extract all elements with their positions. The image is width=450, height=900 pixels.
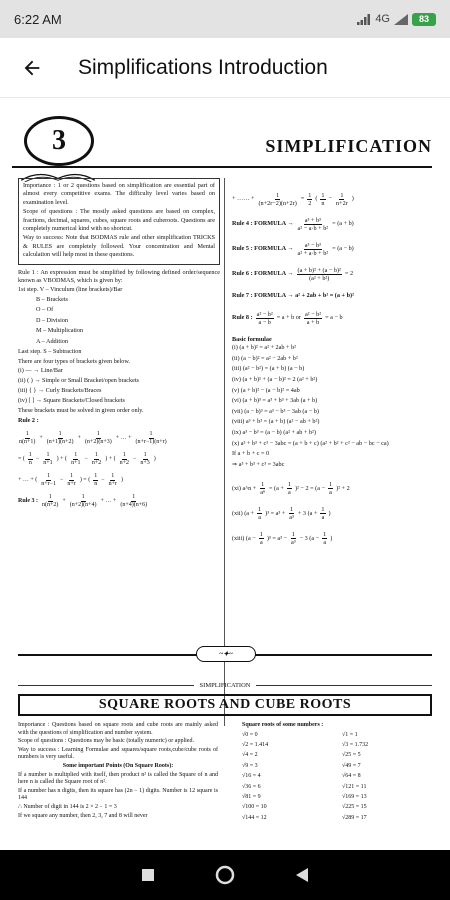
list-item: (iv) (a + b)² + (a − b)² = 2 (a² + b²) — [232, 375, 318, 383]
formula-row: + …… + $\frac{1}{(n+2r-2)(n+2r)}$ = $\frac{1}{2}$ ( $\frac{1}{n}$ − $\frac{1}{n+2r}$ ) — [232, 192, 354, 207]
last-step: Last step. S – Subtraction — [18, 348, 82, 356]
sqrt-table — [242, 722, 434, 825]
rule8: Rule 8 : $\frac{\text{a² − b²}}{a - b}$ = a + b or $\frac{\text{a² − b²}}{a + b}$ = a − b — [232, 310, 343, 326]
importance-text: Importance : 1 or 2 questions based on simplification are essential part of almost every competitive exams. The difficulty level varies based on examination level. — [23, 182, 215, 206]
list-item: D – Division — [36, 316, 68, 324]
sqrt-cell: √225 = 15 — [342, 804, 367, 811]
rule1-text: Rule 1 : An expression must be simplified by following defined order/sequence known as VBODMAS, which is given by: — [18, 268, 220, 285]
scope-text: Scope of questions : The mostly asked questions are based on complex, fractions, decimal, squares, cubes, square roots and cuberoots. Questions are completely numerical kind with no shortcut. — [23, 208, 215, 233]
document-page[interactable] — [0, 98, 450, 850]
sqrt-cell: √16 = 4 — [242, 773, 261, 780]
list-item: (i) (a + b)² = a² + 2ab + b² — [232, 344, 297, 352]
basic-formulae-list — [232, 344, 436, 471]
list-item: (vii) (a − b)³ = a³ − b³ − 3ab (a − b) — [232, 407, 319, 415]
paragraph: Way to success : Learning Formulae and squares/square roots,cube/cube roots of numbers is very useful. — [18, 746, 218, 761]
rule5: Rule 5 : FORMULA → $\frac{\text{a³ − b³}}{\text{a² + a·b + b²}}$ = (a − b) — [232, 242, 354, 257]
list-item: If a + b + c = 0 — [232, 450, 270, 458]
app-bar — [0, 38, 450, 98]
importance-box — [18, 178, 220, 265]
list-item: (v) (a + b)² − (a − b)² = 4ab — [232, 386, 300, 394]
sqrt-cell: √121 = 11 — [342, 783, 367, 790]
sqrt-cell: √25 = 5 — [342, 752, 361, 759]
section-title: SQUARE ROOTS AND CUBE ROOTS — [18, 694, 432, 716]
chapter-title: SIMPLIFICATION — [265, 136, 432, 156]
running-header-label: SIMPLIFICATION — [199, 682, 251, 689]
paragraph: Importance : Questions based on square roots and cube roots are mainly asked with the questions of simplification and number system. — [18, 722, 218, 736]
formula-row: (xiii) (a − $\frac{1}{a}$ )³ = a³ − $\frac{1}{\text{a³}}$ − 3 (a − $\frac{1}{a}$ ) — [232, 531, 333, 547]
recents-button[interactable] — [128, 855, 168, 895]
sqrt-intro-column — [18, 722, 218, 821]
sqrt-cell: √3 = 1.732 — [342, 741, 369, 748]
list-item: (x) a³ + b³ + c³ − 3abc = (a + b + c) (a² + b² + c² − ab − bc − ca) — [232, 439, 389, 447]
right-column — [232, 182, 436, 556]
vbodmas-list — [18, 296, 220, 349]
signal-strength-icon — [394, 14, 408, 25]
brackets-note: These brackets must be solved in given order only. — [18, 407, 144, 415]
chapter-number: 3 — [24, 116, 94, 166]
rule2-label: Rule 2 : — [18, 416, 39, 424]
signal-icon — [357, 14, 371, 25]
paragraph: Scope of questions : Questions may be basic (totally numeric) or applied. — [18, 738, 194, 745]
sqrt-cell: √36 = 6 — [242, 783, 261, 790]
home-icon — [215, 865, 235, 885]
paragraph: If a number has n digits, then its square has (2n − 1) digits. Number is 12 square is 144 — [18, 787, 218, 802]
sqrt-cell: √289 = 17 — [342, 814, 367, 821]
sqrt-cell: √1 = 1 — [342, 731, 358, 738]
list-item: (iii) (a² − b²) = (a + b) (a − b) — [232, 365, 305, 373]
brackets-list — [18, 367, 220, 407]
sqrt-cell: √144 = 12 — [242, 814, 267, 821]
sqrt-cell: √2 = 1.414 — [242, 741, 269, 748]
back-button[interactable] — [0, 38, 64, 98]
sqrt-cell: √81 = 9 — [242, 793, 261, 800]
network-type: 4G — [375, 13, 390, 25]
brackets-intro: There are four types of brackets given below. — [18, 357, 130, 365]
sqrt-cell: √9 = 3 — [242, 762, 258, 769]
rule3-label: Rule 3 : — [18, 498, 38, 505]
list-item: B – Brackets — [36, 295, 68, 303]
basic-formulae-title: Basic formulae — [232, 335, 272, 343]
sqrt-table-title: Square roots of some numbers : — [242, 722, 324, 728]
rule6: Rule 6 : FORMULA → $\frac{\text{(a + b)² + (a − b)²}}{\text{(a² + b²)}}$ = 2 — [232, 267, 354, 282]
list-item: O – Of — [36, 306, 54, 314]
paragraph: If we square any number, then 2, 3, 7 and 8 will never — [18, 812, 148, 819]
formula-row: (xi) a^n + $\frac{1}{\text{aⁿ}}$ = (a + $\frac{1}{a}$ )² − 2 = (a − $\frac{1}{a}$ )² + 2 — [232, 481, 350, 497]
paragraph: If a number is multiplied with itself, then product n² is called the Square of n and here n is called the Square root of n². — [18, 771, 218, 786]
formula-row: Rule 3 : $\frac{1}{n(n+2)}$ + $\frac{1}{(n+2)(n+4)}$ + … + $\frac{1}{(n+4)(n+6)}$ — [18, 494, 148, 508]
sqrt-cell: √100 = 10 — [242, 804, 267, 811]
system-nav-bar — [0, 850, 450, 900]
list-item: (iii) { } → Curly Brackets/Braces — [18, 387, 102, 395]
list-item: (viii) a³ + b³ = (a + b) (a² − ab + b²) — [232, 418, 320, 426]
list-item: (iv) [ ] → Square Brackets/Closed brackets — [18, 397, 125, 405]
ornament-icon: ~✦~ — [196, 646, 256, 662]
back-nav-button[interactable] — [282, 855, 322, 895]
way-text: Way to success: Note that BODMAS rule and other simplification TRICKS & RULES are completely followed. Your concentration and Mental calculation will help most in these questions. — [23, 234, 215, 259]
status-time: 6:22 AM — [14, 11, 62, 27]
rule4: Rule 4 : FORMULA → $\frac{\text{a³ + b³}}{\text{a² − a·b + b²}}$ = (a + b) — [232, 217, 354, 232]
formula-row: + … + ( $\frac{1}{n+r-1}$ − $\frac{1}{n+r}$ ) = ( $\frac{1}{n}$ − $\frac{1}{n+r}$ ) — [18, 473, 123, 487]
home-button[interactable] — [205, 855, 245, 895]
list-item: ⇒ a³ + b³ + c³ = 3abc — [232, 460, 285, 468]
list-item: (vi) (a + b)³ = a³ + b³ + 3ab (a + b) — [232, 397, 318, 405]
left-column — [18, 178, 220, 515]
rule7 — [232, 292, 436, 301]
paragraph: Some important Points (On Square Roots): — [62, 762, 174, 769]
formula-row: = ( $\frac{1}{n}$ − $\frac{1}{n+1}$ ) + ( $\frac{1}{n+1}$ − $\frac{1}{n+2}$ ) + ( $\frac{1}{n+2}$ − $\frac{1}{n+3}$ ) — [18, 452, 156, 466]
formula-row: (xii) (a + $\frac{1}{a}$ )³ = a³ + $\frac{1}{\text{a³}}$ + 3 (a + $\frac{1}{a}$ ) — [232, 506, 331, 522]
rule4-label: Rule 4 : FORMULA → — [232, 220, 294, 228]
list-item: A – Addition — [36, 337, 68, 345]
sqrt-cell: √169 = 13 — [342, 793, 367, 800]
battery-icon: 83 — [412, 13, 436, 26]
chapter-rule — [96, 166, 432, 168]
list-item: M – Multiplication — [36, 327, 84, 335]
list-item: (ix) a³ − b³ = (a − b) (a² + ab + b²) — [232, 428, 316, 436]
rule7-label: Rule 7 : FORMULA → a² + 2ab + b² = (a + b)² — [232, 292, 354, 299]
first-step: 1st step. V – Vinculum (line brackets)/Bar — [18, 286, 123, 294]
back-triangle-icon — [294, 867, 310, 883]
column-divider — [224, 178, 225, 726]
rule8-label: Rule 8 : — [232, 313, 253, 321]
list-item: (ii) (a − b)² = a² − 2ab + b² — [232, 354, 298, 362]
running-header — [18, 682, 432, 689]
rule6-label: Rule 6 : FORMULA → — [232, 270, 294, 278]
arrow-back-icon — [21, 57, 43, 79]
formula-row: $\frac{1}{n(n+1)}$ + $\frac{1}{(n+1)(n+2)}$ + $\frac{1}{(n+2)(n+3)}$ + … + $\frac{1}{(n+r-1)(n+r)}$ — [19, 431, 167, 445]
list-item: (ii) ( ) → Simple or Small Bracket/open brackets — [18, 377, 139, 385]
recents-icon — [141, 868, 155, 882]
status-icons — [357, 13, 436, 26]
rule5-label: Rule 5 : FORMULA → — [232, 245, 294, 253]
sqrt-cell: √4 = 2 — [242, 752, 258, 759]
status-bar — [0, 0, 450, 38]
paragraph: ∴ Number of digit in 144 is 2 × 2 − 1 = 3 — [18, 803, 117, 810]
sqrt-cell: √49 = 7 — [342, 762, 361, 769]
sqrt-cell: √64 = 8 — [342, 773, 361, 780]
list-item: (i) — → Line/Bar — [18, 367, 63, 375]
page-title: Simplifications Introduction — [78, 55, 328, 79]
sqrt-cell: √0 = 0 — [242, 731, 258, 738]
chapter-badge — [12, 116, 104, 182]
